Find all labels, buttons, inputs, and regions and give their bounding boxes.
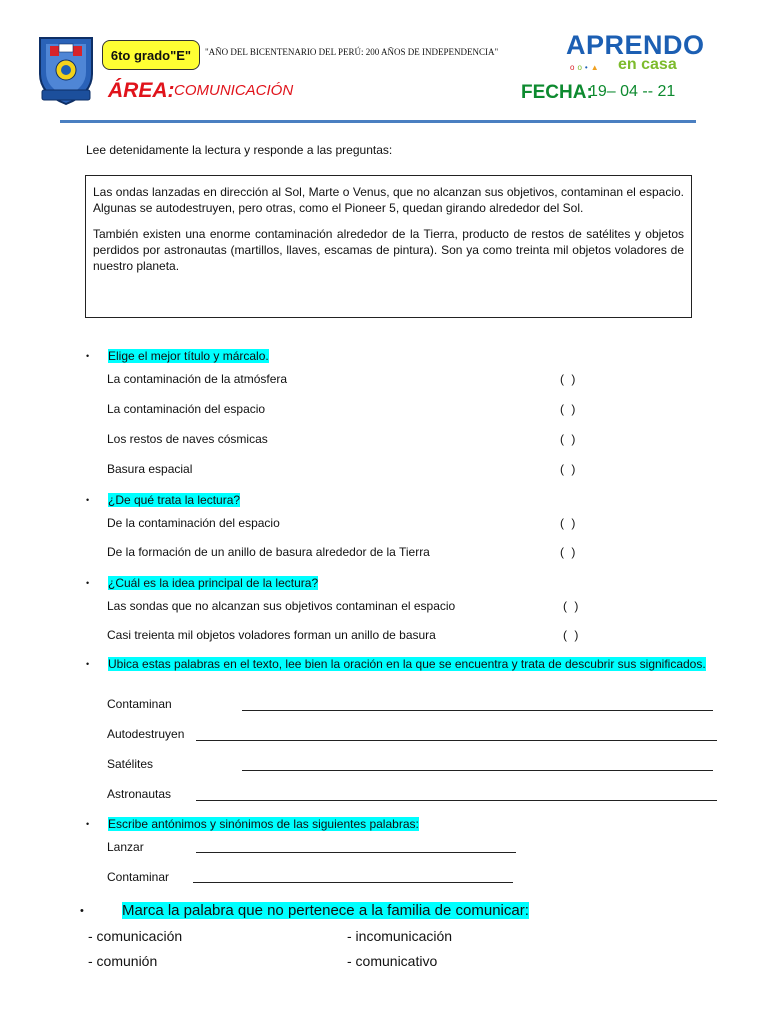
q2-option-1: De la contaminación del espacio bbox=[107, 516, 280, 530]
grade-text: 6to grado"E" bbox=[110, 47, 192, 63]
q1-answer-box-2[interactable]: ( ) bbox=[560, 402, 576, 416]
q6-word-1[interactable]: - comunicación bbox=[88, 928, 183, 944]
q5-answer-line-1[interactable] bbox=[196, 852, 516, 853]
q4-word-3: Satélites bbox=[107, 757, 154, 771]
q3-option-1: Las sondas que no alcanzan sus objetivos contaminan el espacio bbox=[107, 599, 456, 613]
question-3-title: ¿Cuál es la idea principal de la lectura? bbox=[108, 576, 319, 590]
q2-answer-box-2[interactable]: ( ) bbox=[560, 545, 576, 559]
question-2-heading bbox=[86, 493, 240, 507]
reading-box bbox=[85, 175, 692, 318]
q1-option-4: Basura espacial bbox=[107, 462, 193, 476]
q1-answer-box-3[interactable]: ( ) bbox=[560, 432, 576, 446]
q2-answer-box-1[interactable]: ( ) bbox=[560, 516, 576, 530]
date-value: 19– 04 -- 21 bbox=[589, 83, 676, 100]
q6-word-4[interactable]: - comunicativo bbox=[347, 953, 438, 969]
school-crest-icon bbox=[36, 34, 96, 108]
q3-answer-box-1[interactable]: ( ) bbox=[563, 599, 579, 613]
area-label: ÁREA: bbox=[108, 79, 175, 102]
bullet-icon: • bbox=[86, 819, 90, 829]
grade-badge bbox=[102, 40, 200, 70]
q1-option-1: La contaminación de la atmósfera bbox=[107, 372, 288, 386]
q5-word-1: Lanzar bbox=[107, 840, 144, 854]
brand-logo-title: APRENDO bbox=[566, 30, 705, 60]
q4-answer-line-4[interactable] bbox=[196, 800, 717, 801]
q1-option-2: La contaminación del espacio bbox=[107, 402, 266, 416]
q3-option-2: Casi treienta mil objetos voladores forman un anillo de basura bbox=[107, 628, 436, 642]
header-divider bbox=[60, 120, 696, 123]
reading-paragraph-2: También existen una enorme contaminación alrededor de la Tierra, producto de restos de satélites y objetos perdidos por astronautas (martillos, llaves, escamas de pintura). Son ya como treinta mil objetos voladores de nuestro planeta. bbox=[93, 227, 684, 273]
brand-dots-icon: oo•▲ bbox=[570, 63, 602, 72]
bullet-icon: • bbox=[86, 659, 90, 669]
question-6-heading bbox=[80, 902, 529, 919]
q1-option-3: Los restos de naves cósmicas bbox=[107, 432, 268, 446]
q2-option-2: De la formación de un anillo de basura alrededor de la Tierra bbox=[107, 545, 430, 559]
question-1-heading bbox=[86, 349, 269, 363]
q6-word-2[interactable]: - incomunicación bbox=[347, 928, 453, 944]
bullet-icon: • bbox=[86, 578, 90, 588]
q6-word-3[interactable]: - comunión bbox=[88, 953, 158, 969]
year-slogan: "AÑO DEL BICENTENARIO DEL PERÚ: 200 AÑOS DE INDEPENDENCIA" bbox=[205, 47, 499, 57]
brand-logo-subtitle: en casa bbox=[618, 56, 677, 73]
bullet-icon: • bbox=[86, 495, 90, 505]
question-1-title: Elige el mejor título y márcalo. bbox=[108, 349, 269, 363]
q4-answer-line-2[interactable] bbox=[196, 740, 717, 741]
q4-answer-line-1[interactable] bbox=[242, 710, 713, 711]
q4-answer-line-3[interactable] bbox=[242, 770, 713, 771]
question-2-title: ¿De qué trata la lectura? bbox=[108, 493, 241, 507]
question-4-heading bbox=[86, 657, 720, 672]
reading-paragraph-1: Las ondas lanzadas en dirección al Sol, Marte o Venus, que no alcanzan sus objetivos, contaminan el espacio. Algunas se autodestruyen, pero otras, como el Pioneer 5, quedan girando alrededor del Sol. bbox=[93, 185, 684, 215]
question-6-title: Marca la palabra que no pertenece a la familia de comunicar: bbox=[122, 902, 529, 919]
bullet-icon: • bbox=[80, 904, 84, 917]
date-label: FECHA: bbox=[521, 82, 593, 103]
question-3-heading bbox=[86, 576, 318, 590]
q4-word-2: Autodestruyen bbox=[107, 727, 185, 741]
q1-answer-box-1[interactable]: ( ) bbox=[560, 372, 576, 386]
q5-answer-line-2[interactable] bbox=[193, 882, 513, 883]
q3-answer-box-2[interactable]: ( ) bbox=[563, 628, 579, 642]
bullet-icon: • bbox=[86, 351, 90, 361]
area-value: COMUNICACIÓN bbox=[174, 82, 294, 99]
q5-word-2: Contaminar bbox=[107, 870, 170, 884]
q1-answer-box-4[interactable]: ( ) bbox=[560, 462, 576, 476]
q4-word-1: Contaminan bbox=[107, 697, 172, 711]
question-4-title: Ubica estas palabras en el texto, lee bien la oración en la que se encuentra y trata de descubrir sus significados. bbox=[108, 657, 706, 671]
q4-word-4: Astronautas bbox=[107, 787, 172, 801]
instruction-text: Lee detenidamente la lectura y responde a las preguntas: bbox=[86, 143, 393, 157]
question-5-heading bbox=[86, 817, 419, 831]
question-5-title: Escribe antónimos y sinónimos de las siguientes palabras: bbox=[108, 817, 419, 831]
